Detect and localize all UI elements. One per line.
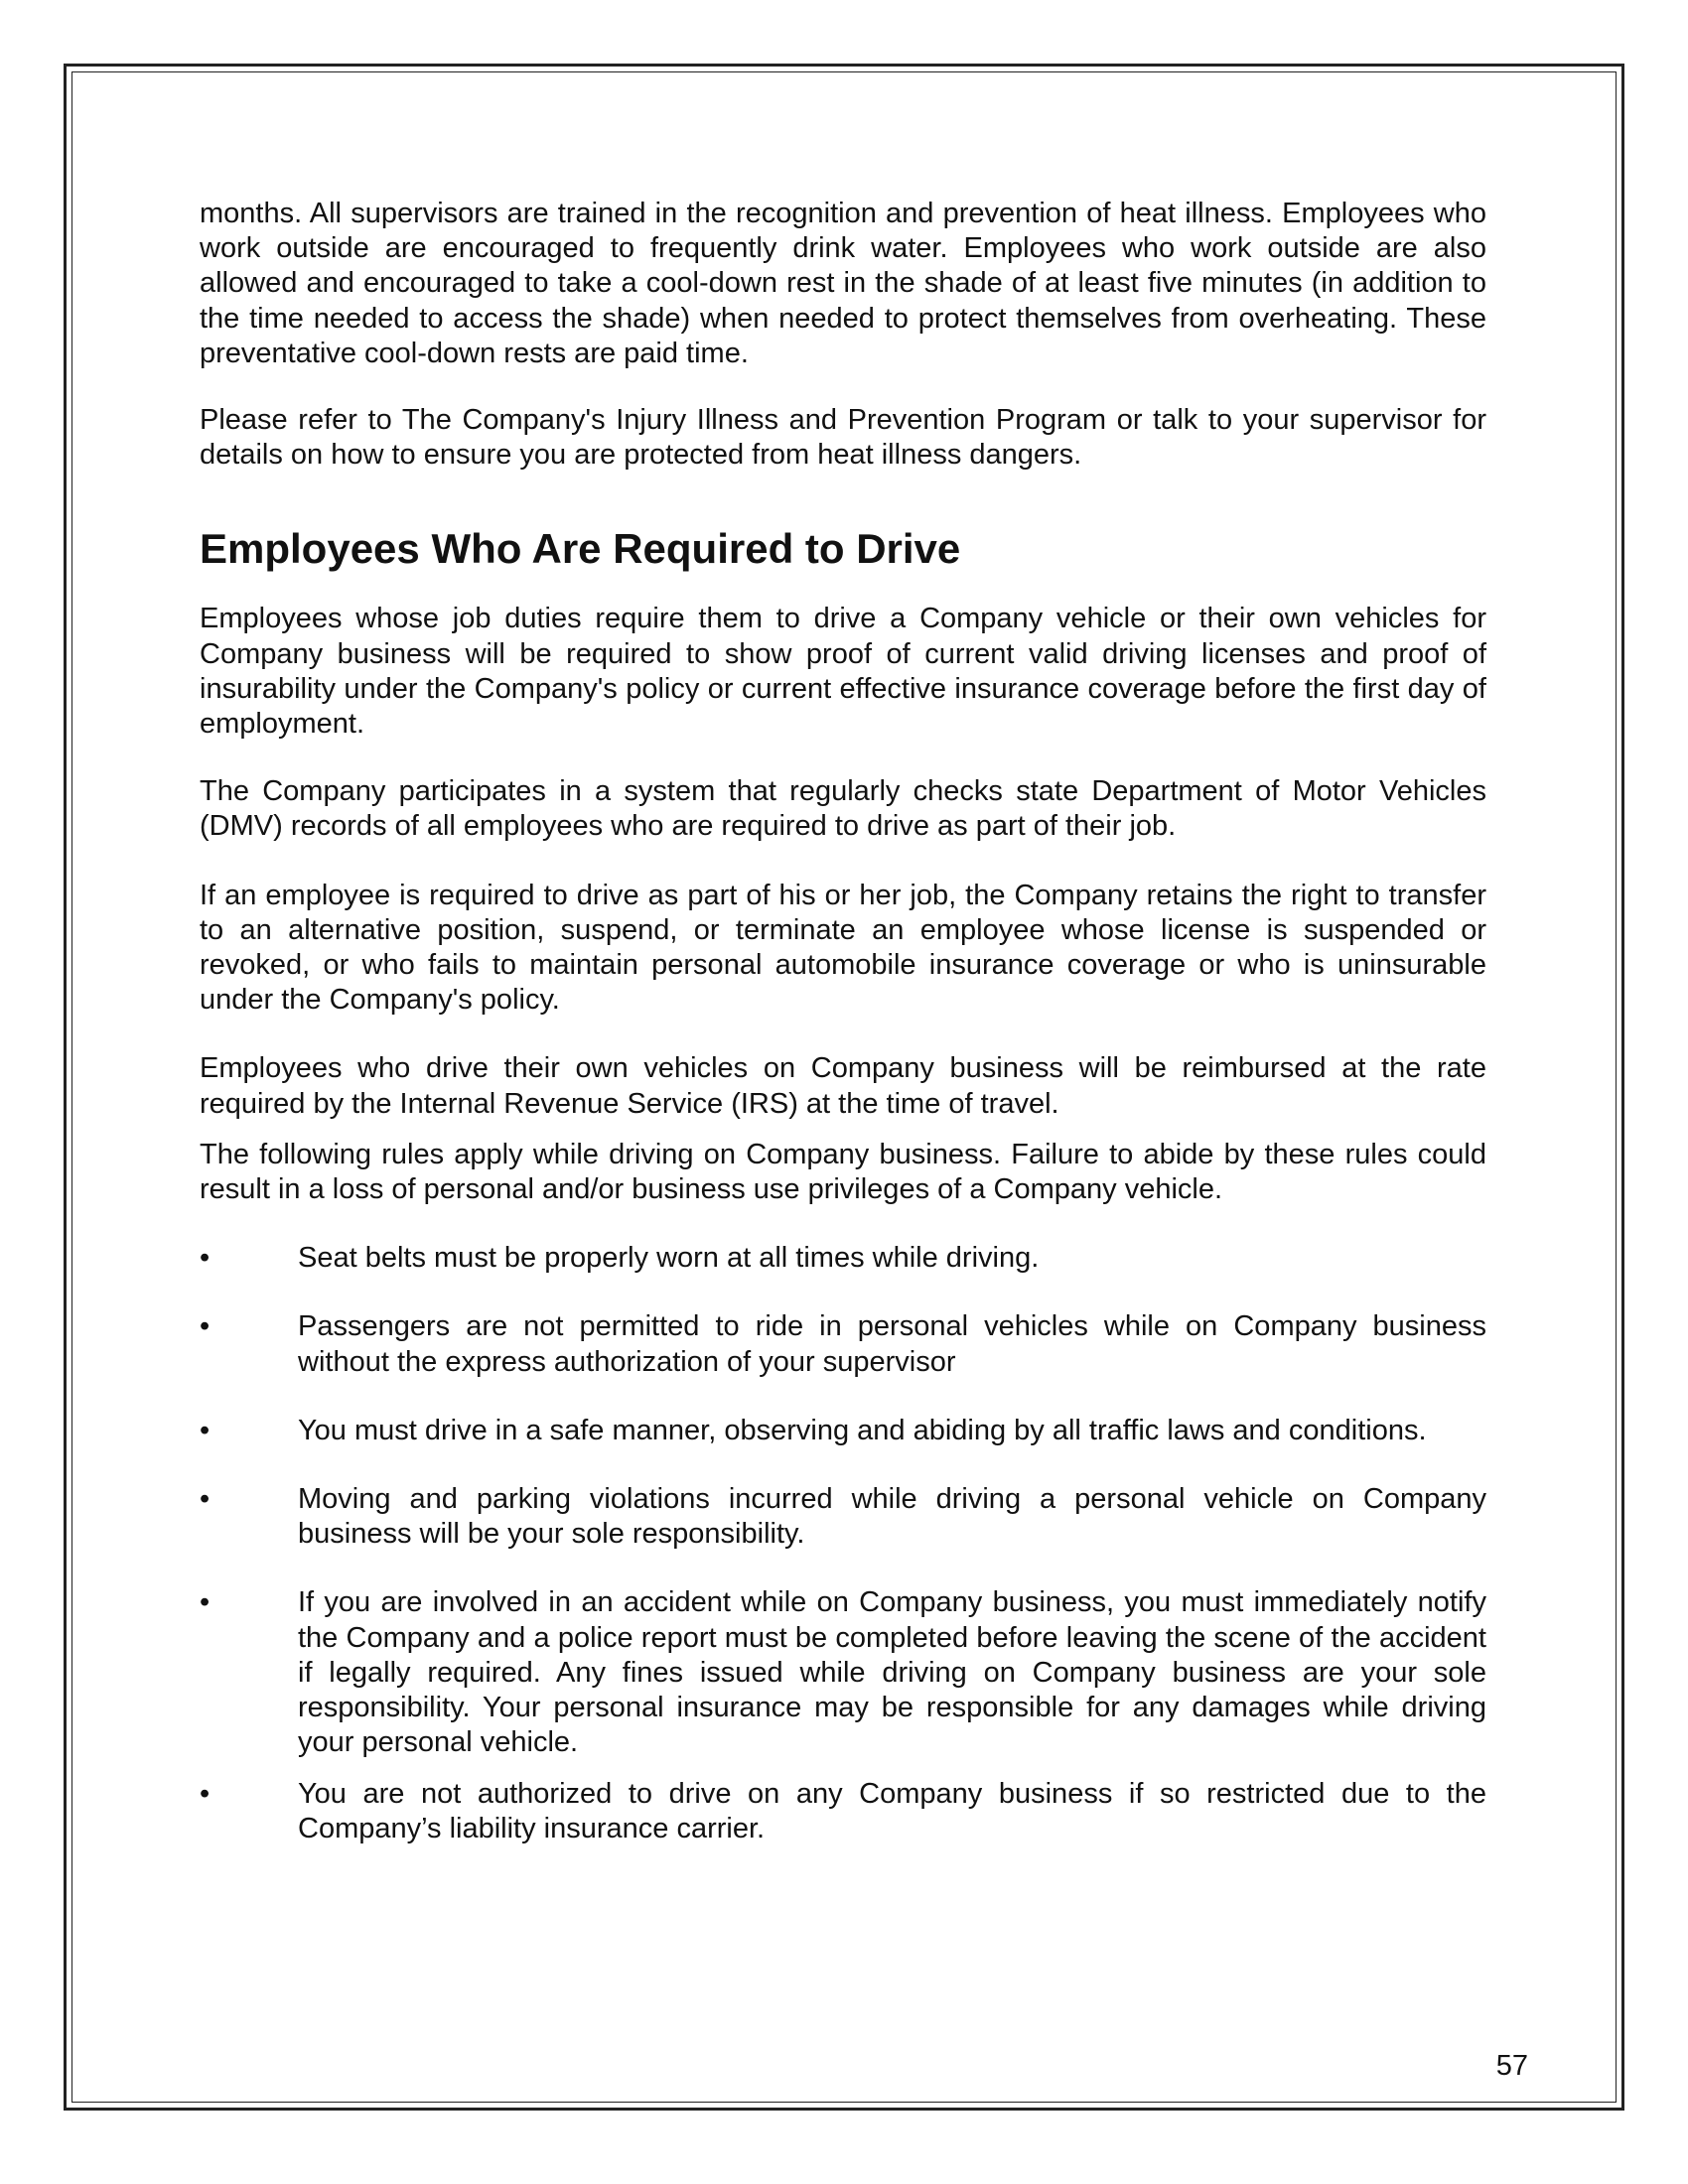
bullet-icon: • [200,1586,211,1619]
bullet-item-insurance-restriction [200,1777,1486,1846]
paragraph-dmv-checks: The Company participates in a system that regularly checks state Department of Motor Vehicles (DMV) records of all employees who are required to drive as part of their job. [200,775,1486,843]
page-number: 57 [1495,2050,1528,2082]
bullet-item-violations [200,1482,1486,1552]
bullet-icon: • [200,1414,211,1446]
bullet-icon: • [200,1777,211,1810]
bullet-icon: • [200,1310,211,1343]
bullet-icon: • [200,1483,211,1516]
bullet-item-accidents [200,1585,1486,1760]
paragraph-reimbursement: Employees who drive their own vehicles on Company business will be reimbursed at the rate required by the Internal Revenue Service (IRS) at the time of travel. [200,1052,1486,1120]
page-content [200,197,1486,1846]
bullet-item-seat-belts [200,1241,1486,1276]
section-heading: Employees Who Are Required to Drive [200,525,961,573]
bullet-text: Passengers are not permitted to ride in personal vehicles while on Company business without the express authorization of your supervisor [298,1310,1486,1378]
bullet-item-passengers [200,1309,1486,1379]
intro-paragraph-heat-illness: months. All supervisors are trained in the recognition and prevention of heat illness. Employees who work outside are encouraged to frequently drink water. Employees who work outside are also allowed and encouraged to take a cool-down rest in the shade of at least five minutes (in addition to the time needed to access the shade) when needed to protect themselves from overheating. These preventative cool-down rests are paid time. [200,198,1486,369]
bullet-text: Moving and parking violations incurred while driving a personal vehicle on Company business will be your sole responsibility. [298,1483,1486,1551]
intro-paragraph-refer: Please refer to The Company's Injury Illness and Prevention Program or talk to your supervisor for details on how to ensure you are protected from heat illness dangers. [200,404,1486,472]
bullet-text: You must drive in a safe manner, observing and abiding by all traffic laws and conditions. [298,1414,1427,1446]
paragraph-driving-rules: The following rules apply while driving on Company business. Failure to abide by these rules could result in a loss of personal and/or business use privileges of a Company vehicle. [200,1138,1486,1206]
paragraph-proof-of-license: Employees whose job duties require them to drive a Company vehicle or their own vehicles for Company business will be required to show proof of current valid driving licenses and proof of insurability under the Company's policy or current effective insurance coverage before the first day of employment. [200,603,1486,741]
paragraph-license-suspension: If an employee is required to drive as part of his or her job, the Company retains the right to transfer to an alternative position, suspend, or terminate an employee whose license is suspended or revoked, or who fails to maintain personal automobile insurance coverage or who is uninsurable under the Company's policy. [200,879,1486,1017]
bullet-item-safe-driving [200,1414,1486,1448]
bullet-icon: • [200,1242,211,1275]
bullet-text: Seat belts must be properly worn at all times while driving. [298,1242,1040,1275]
bullet-text: If you are involved in an accident while on Company business, you must immediately notify the Company and a police report must be completed before leaving the scene of the accident if legally required. Any fines issued while driving on Company business are your sole responsibility. Your personal insurance may be responsible for any damages while driving your personal vehicle. [298,1586,1486,1759]
bullet-text: You are not authorized to drive on any Company business if so restricted due to the Company’s liability insurance carrier. [298,1777,1486,1844]
